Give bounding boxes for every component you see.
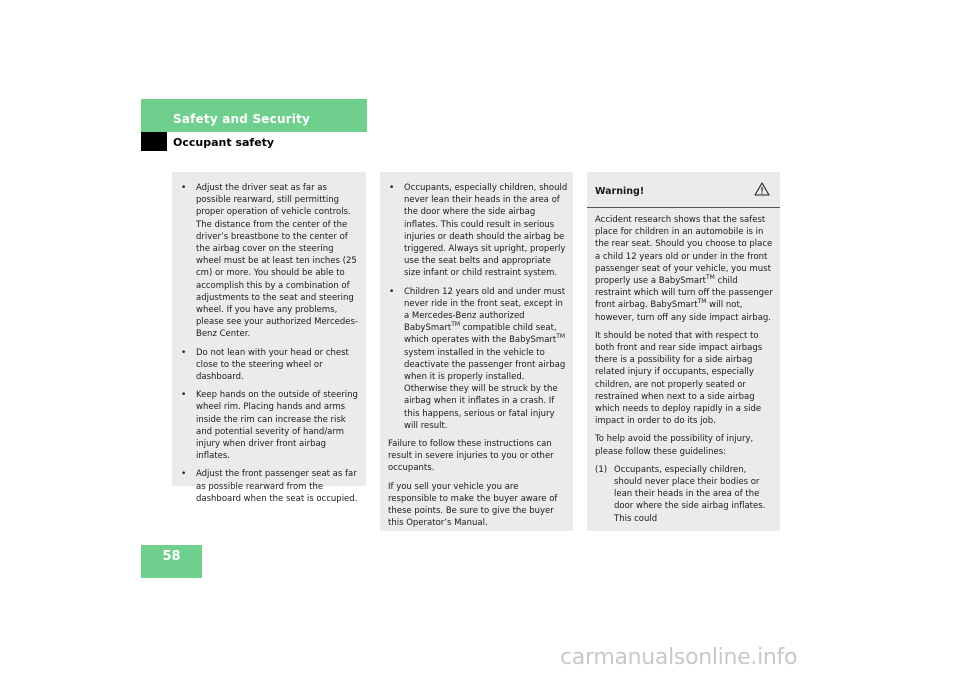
list-item: • Occupants, especially children, should never lean their heads in the area of the door where the side airbag inflates. This could result in serious injuries or death should the airbag be triggered. Always sit upright, properly use the seat belts and appropriate size infant or child restraint system. [388, 182, 569, 280]
page-number: 58 [162, 549, 181, 564]
numbered-item: (1) Occupants, especially children, should never place their bodies or lean their heads in the area of the door where the side airbag inflates. This could [595, 464, 766, 524]
paragraph: If you sell your vehicle you are responsible to make the buyer aware of these points. Be sure to give the buyer this Operator’s Manual. [388, 481, 558, 529]
list-item: • Adjust the driver seat as far as possible rearward, still permitting proper operation of vehicle controls. The distance from the center of the driver’s breastbone to the center of the airbag cover on the steering wheel must be at least ten inches (25 cm) or more. You should be able to accomplish this by a combination of adjustments to the seat and steering wheel. If you have any problems, please see your authorized Mercedes-Benz Center. [180, 182, 360, 341]
trademark: TM [451, 321, 461, 329]
warning-triangle-icon [754, 182, 770, 196]
paragraph: To help avoid the possibility of injury, please follow these guidelines: [595, 434, 754, 457]
list-item: • Children 12 years old and under must never ride in the front seat, except in a Mercedes-Benz authorized BabySmart™ compatible child seat, which operates with the BabySmart™ system installed in the vehicle to deactivate the passenger front airbag when it is properly installed. Otherwise they will be struck by the airbag when it inflates in a crash. If this happens, serious or fatal injury will result. [388, 286, 569, 432]
guideline-list [388, 182, 569, 432]
column-1 [172, 172, 366, 504]
subsection-title: Occupant safety [173, 136, 275, 149]
trademark: TM [556, 333, 566, 341]
list-item: • Do not lean with your head or chest close to the steering wheel or dashboard. [180, 347, 360, 384]
warning-header [587, 172, 780, 208]
item-number: (1) [595, 464, 608, 475]
watermark: carmanualsonline.info [560, 645, 798, 670]
list-item: • Adjust the front passenger seat as far as possible rearward from the dashboard when the seat is occupied. [180, 468, 360, 505]
trademark: TM [697, 298, 707, 306]
warning-title: Warning! [595, 186, 645, 197]
paragraph: Failure to follow these instructions can result in severe injuries to you or other occupants. [388, 439, 554, 474]
column-2 [380, 172, 573, 531]
paragraph: It should be noted that with respect to both front and rear side impact airbags there is a possibility for a side airbag related injury if occupants, especially children, are not properly seated or restrained when next to a side airbag which needs to deploy rapidly in a side impact in order to do its job. [595, 330, 763, 427]
trademark: TM [705, 274, 715, 282]
warning-box [587, 172, 780, 531]
warning-body [587, 208, 780, 525]
paragraph: Accident research shows that the safest place for children in an automobile is in the rear seat. Should you choose to place a child 12 years old or under in the front passenger seat of your vehicle, you must properly use a BabySmart™ child restraint which will turn off the passenger front airbag. BabySmart™ will not, however, turn off any side impact airbag. [595, 215, 773, 323]
section-title: Safety and Security [173, 112, 311, 126]
list-item: • Keep hands on the outside of steering wheel rim. Placing hands and arms inside the rim can increase the risk and potential severity of hand/arm injury when driver front airbag inflates. [180, 389, 360, 462]
guideline-list [180, 182, 360, 505]
subtitle-marker [141, 132, 167, 151]
